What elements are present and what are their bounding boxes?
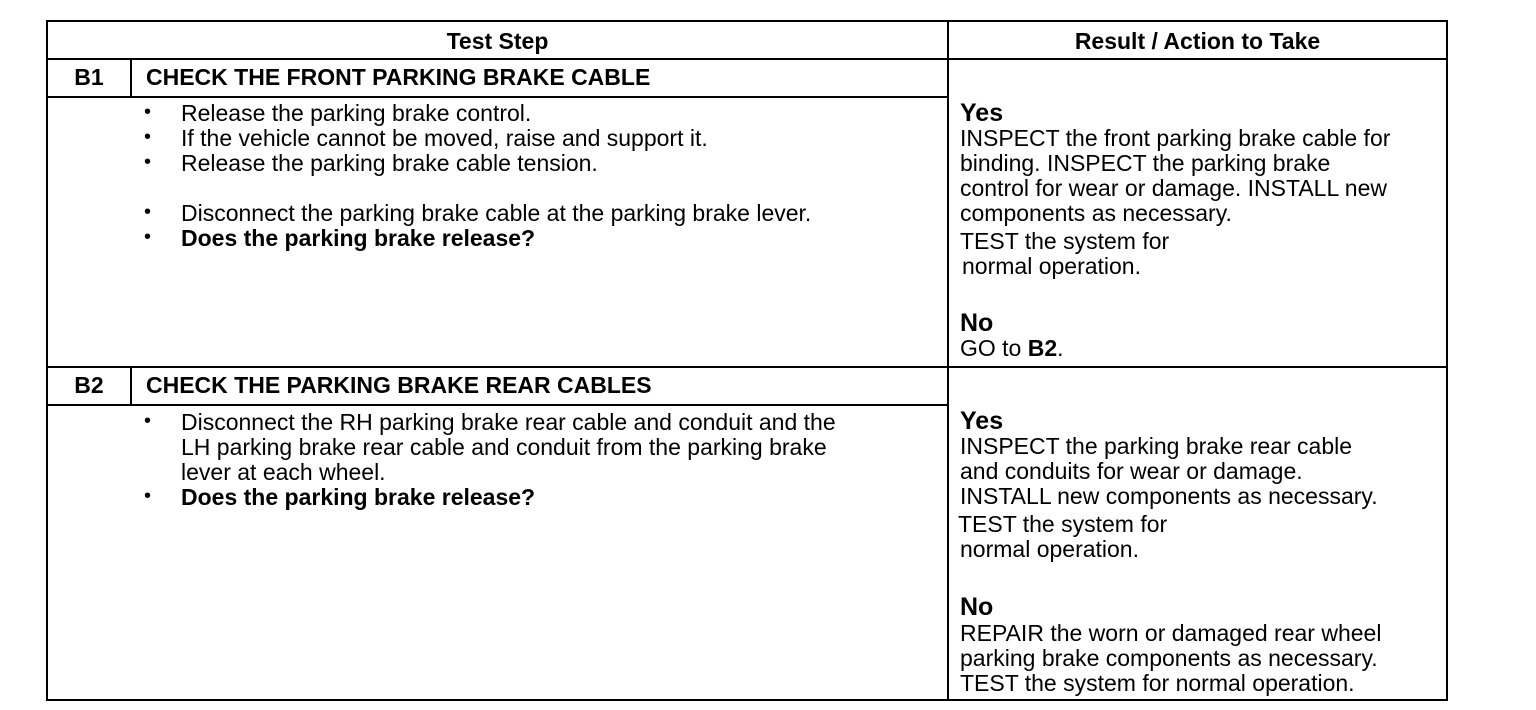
b2-no-label: No — [960, 593, 994, 621]
b1-bullet-question: Does the parking brake release? — [181, 225, 536, 251]
b1-no-target: B2 — [1027, 335, 1058, 361]
b2-yes-label: Yes — [960, 407, 1004, 435]
id-column-divider-b1 — [130, 60, 132, 98]
b1-yes-line-5: TEST the system for — [960, 228, 1170, 254]
b2-yes-line-3: INSTALL new components as necessary. — [960, 483, 1378, 509]
b2-bullet-1-cont-1: LH parking brake rear cable and conduit from the parking brake — [181, 434, 827, 460]
b1-yes-line-1: INSPECT the front parking brake cable for — [960, 125, 1391, 151]
b2-yes-line-1: INSPECT the parking brake rear cable — [960, 433, 1353, 459]
b1-no-label: No — [960, 309, 994, 337]
b2-no-line-3: TEST the system for normal operation. — [960, 670, 1355, 696]
bullet-icon: • — [144, 151, 152, 173]
b1-no-prefix: GO to — [960, 335, 1028, 361]
header-result-action: Result / Action to Take — [1074, 28, 1321, 54]
b2-no-line-2: parking brake components as necessary. — [960, 645, 1378, 671]
bullet-icon: • — [144, 101, 152, 123]
bullet-icon: • — [144, 226, 152, 248]
b1-yes-line-4: components as necessary. — [960, 200, 1232, 226]
b2-bullet-question: Does the parking brake release? — [181, 484, 536, 510]
b1-yes-line-6: normal operation. — [962, 253, 1141, 279]
bullet-icon: • — [144, 485, 152, 507]
b1-yes-label: Yes — [960, 99, 1004, 127]
b1-yes-line-3: control for wear or damage. INSTALL new — [960, 175, 1387, 201]
b1-no-line — [960, 336, 1064, 361]
column-divider — [947, 22, 949, 699]
bullet-icon: • — [144, 201, 152, 223]
b2-bullet-1: Disconnect the RH parking brake rear cable and conduit and the — [181, 409, 836, 435]
header-test-step: Test Step — [446, 28, 549, 54]
b1-bullet-4: Disconnect the parking brake cable at the parking brake lever. — [181, 200, 812, 226]
bullet-icon: • — [144, 126, 152, 148]
step-id-b1: B1 — [74, 64, 104, 90]
step-id-b2: B2 — [74, 372, 104, 398]
b1-bullet-3: Release the parking brake cable tension. — [181, 150, 598, 176]
bullet-icon: • — [144, 410, 152, 432]
b1-title-rule — [48, 96, 947, 98]
b2-yes-line-2: and conduits for wear or damage. — [960, 458, 1303, 484]
b2-bullet-1-cont-2: lever at each wheel. — [181, 459, 386, 485]
b2-title-rule — [48, 404, 947, 406]
step-title-b2: CHECK THE PARKING BRAKE REAR CABLES — [146, 372, 652, 398]
b1-no-suffix: . — [1057, 335, 1064, 361]
b1-bullet-2: If the vehicle cannot be moved, raise and support it. — [181, 125, 708, 151]
b1-bullet-1: Release the parking brake control. — [181, 100, 532, 126]
b2-no-line-1: REPAIR the worn or damaged rear wheel — [960, 620, 1382, 646]
step-title-b1: CHECK THE FRONT PARKING BRAKE CABLE — [146, 64, 651, 90]
id-column-divider-b2 — [130, 368, 132, 406]
b2-yes-line-4: TEST the system for — [958, 511, 1168, 537]
diagnostic-table — [46, 20, 1448, 701]
b2-yes-line-5: normal operation. — [960, 536, 1139, 562]
b1-yes-line-2: binding. INSPECT the parking brake — [960, 150, 1331, 176]
